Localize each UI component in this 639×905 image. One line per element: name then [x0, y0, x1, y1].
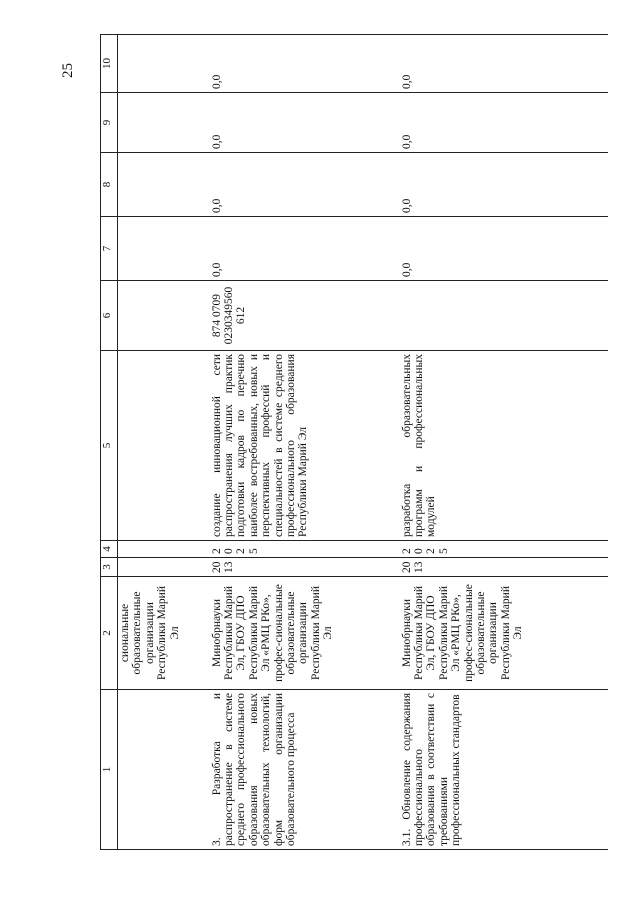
row-0-value-10: [118, 35, 210, 93]
row-2-result: разработка образовательных программ и профессиональных модулей: [400, 351, 608, 541]
row-1-result: создание инновационной сети распространения лучших практик подготовки кадров по перечню наиболее востребованных, новых и перспективных профессий и специальностей в системе среднего профессионального образования Республики Марий Эл: [210, 351, 400, 541]
row-1-start-year: 2013: [210, 558, 400, 577]
row-1-value-7: 0,0: [210, 217, 400, 281]
row-2-executor: Минобрнауки Республики Марий Эл, ГБОУ ДПО Республики Марий Эл «РМЦ РКо», профес-сиональные образовательные организации Республики Марий Эл: [400, 577, 608, 690]
column-header-7: 7: [101, 217, 118, 281]
row-2-value-10: 0,0: [400, 35, 608, 93]
row-0-end-year: [118, 541, 210, 558]
row-1-executor: Минобрнауки Республики Марий Эл, ГБОУ ДПО Республики Марий Эл «РМЦ РКо», профес-сиональные образовательные организации Республики Марий Эл: [210, 577, 400, 690]
row-2-value-8: 0,0: [400, 153, 608, 217]
table-row: [210, 35, 400, 850]
table-row: [118, 35, 210, 850]
column-header-2: 2: [101, 577, 118, 690]
row-1-budget-code: 874 0709 0230349560 612: [210, 281, 400, 351]
row-2-value-7: 0,0: [400, 217, 608, 281]
column-header-4: 4: [101, 541, 118, 558]
row-1-value-10: 0,0: [210, 35, 400, 93]
row-0-value-8: [118, 153, 210, 217]
row-1-value-9: 0,0: [210, 93, 400, 153]
rotated-table-sheet: [100, 35, 620, 850]
row-0-value-7: [118, 217, 210, 281]
page-number: 25: [60, 63, 76, 78]
column-header-8: 8: [101, 153, 118, 217]
row-1-end-year: 2025: [210, 541, 400, 558]
row-2-value-9: 0,0: [400, 93, 608, 153]
row-0-value-9: [118, 93, 210, 153]
row-2-end-year: 2025: [400, 541, 608, 558]
column-header-10: 10: [101, 35, 118, 93]
row-0-executor: сиональные образовательные организации Республики Марий Эл: [118, 577, 210, 690]
row-1-measure: 3. Разработка и распространение в системе среднего профессионального образования новых образовательных технологий, форм организации образовательного процесса: [210, 690, 400, 850]
row-0-result: [118, 351, 210, 541]
row-0-measure: [118, 690, 210, 850]
column-header-9: 9: [101, 93, 118, 153]
table-row: [400, 35, 608, 850]
program-table: [100, 34, 608, 850]
row-2-start-year: 2013: [400, 558, 608, 577]
row-2-measure: 3.1. Обновление содержания профессионального образования в соответствии с требованиями профессиональных стандартов: [400, 690, 608, 850]
row-0-budget-code: [118, 281, 210, 351]
row-2-budget-code: [400, 281, 608, 351]
column-header-5: 5: [101, 351, 118, 541]
row-1-value-8: 0,0: [210, 153, 400, 217]
column-header-3: 3: [101, 558, 118, 577]
column-header-1: 1: [101, 690, 118, 850]
column-header-6: 6: [101, 281, 118, 351]
row-0-start-year: [118, 558, 210, 577]
header-row: [101, 35, 118, 850]
